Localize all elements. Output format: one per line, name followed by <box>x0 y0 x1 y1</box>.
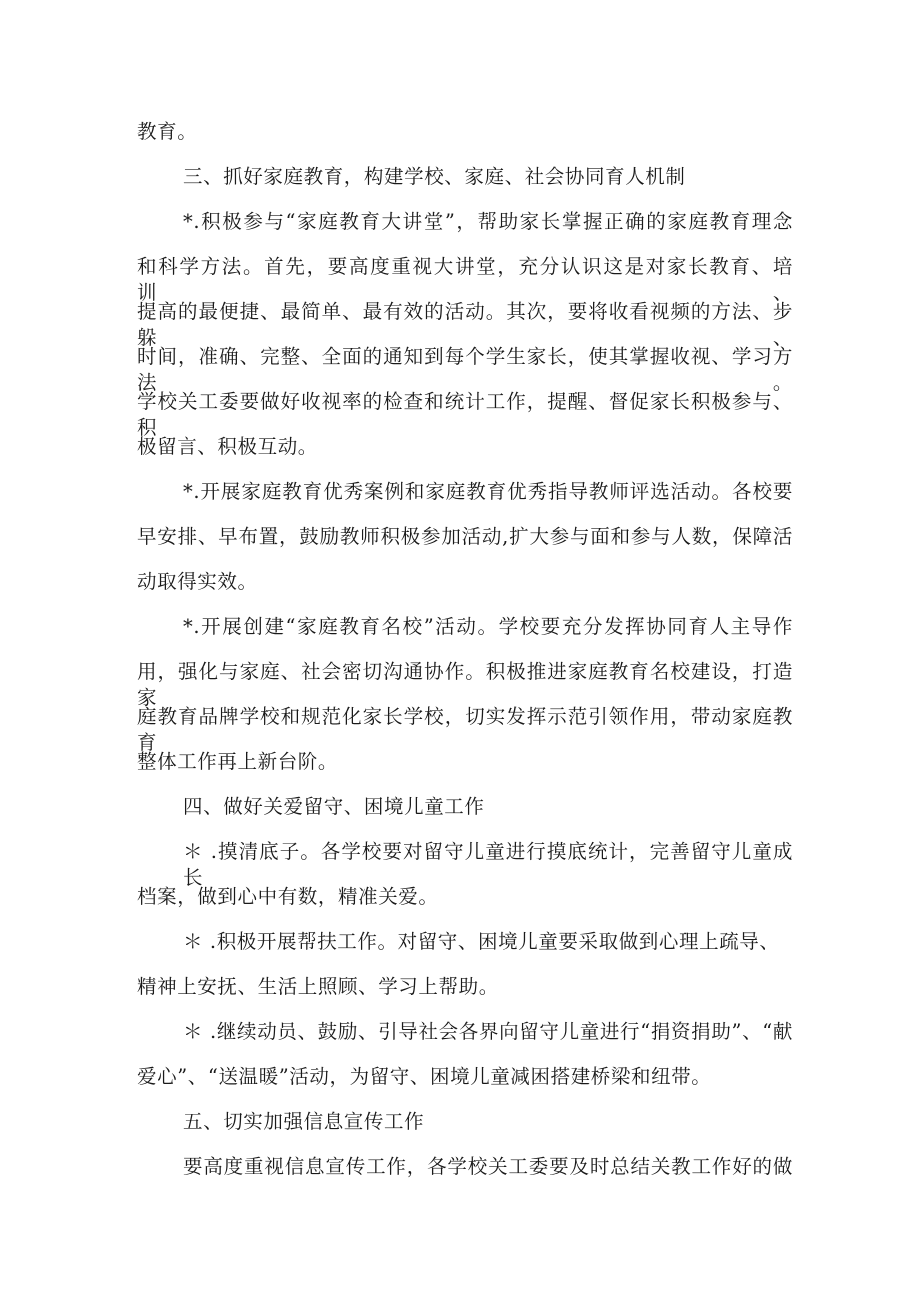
text-line: 动取得实效。 <box>137 570 258 593</box>
text-line: *.开展创建“家庭教育名校”活动。学校要充分发挥协同育人主导作 <box>183 615 793 638</box>
text-line: 和科学方法。首先，要高度重视大讲堂，充分认识这是对家长教育、培训、 <box>137 255 793 304</box>
text-line: 整体工作再上新台阶。 <box>137 750 339 773</box>
text-line: 极留言、积极互动。 <box>137 435 318 458</box>
text-line: 时间，准确、完整、全面的通知到每个学生家长，使其掌握收视、学习方法。 <box>137 345 793 394</box>
text-line: 精神上安抚、生活上照顾、学习上帮助。 <box>137 975 499 998</box>
text-line: ＊ .摸清底子。各学校要对留守儿童进行摸底统计，完善留守儿童成长 <box>183 840 793 889</box>
section-heading: 三、抓好家庭教育，构建学校、家庭、社会协同育人机制 <box>183 165 686 188</box>
text-line: ＊ .积极开展帮扶工作。对留守、困境儿童要采取做到心理上疏导、 <box>183 930 780 953</box>
section-heading: 四、做好关爱留守、困境儿童工作 <box>183 795 485 818</box>
text-line: 学校关工委要做好收视率的检查和统计工作，提醒、督促家长积极参与、积 <box>137 390 793 439</box>
text-line: 庭教育品牌学校和规范化家长学校，切实发挥示范引领作用，带动家庭教育 <box>137 705 793 754</box>
text-line: 用，强化与家庭、社会密切沟通协作。积极推进家庭教育名校建设，打造家 <box>137 660 793 709</box>
text-line: 早安排、早布置，鼓励教师积极参加活动,扩大参与面和参与人数，保障活 <box>137 525 793 548</box>
text-line: ＊ .继续动员、鼓励、引导社会各界向留守儿童进行“捐资捐助”、“献 <box>183 1020 793 1043</box>
text-line: 教育。 <box>137 120 198 143</box>
text-line: *.开展家庭教育优秀案例和家庭教育优秀指导教师评选活动。各校要 <box>183 480 793 503</box>
text-line: 要高度重视信息宣传工作，各学校关工委要及时总结关教工作好的做 <box>183 1155 793 1178</box>
text-line: *.积极参与“家庭教育大讲堂”，帮助家长掌握正确的家庭教育理念 <box>183 210 793 233</box>
text-line: 档案，做到心中有数，精准关爱。 <box>137 885 439 908</box>
section-heading: 五、切实加强信息宣传工作 <box>183 1110 425 1133</box>
text-line: 爱心”、“送温暖”活动，为留守、困境儿童减困搭建桥梁和纽带。 <box>137 1065 712 1088</box>
text-line: 提高的最便捷、最简单、最有效的活动。其次，要将收看视频的方法、步躲、 <box>137 300 793 349</box>
